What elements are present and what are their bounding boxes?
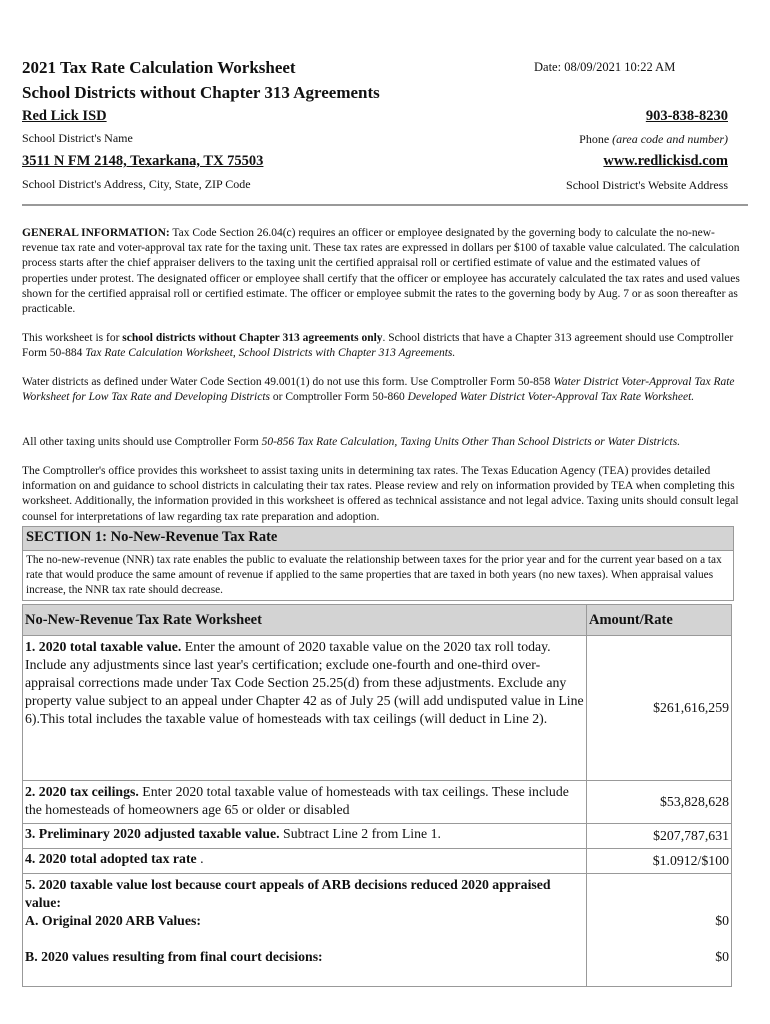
line4-amount: $1.0912/$100 (587, 849, 732, 874)
line5a-amount: $0 (715, 913, 729, 928)
section1-description: The no-new-revenue (NNR) tax rate enables the public to evaluate the relationship between taxes for the prior year and for the current year based on a tax rate that would produce the same amount of revenue if applied to the same properties that are taxed in both years (no new taxes). When appraisal values increase, the NNR tax rate should decrease. (26, 554, 722, 596)
general-information: GENERAL INFORMATION: Tax Code Section 26.04(c) requires an officer or employee designated by the governing body to calculate the no-new-revenue tax rate and voter-approval tax rate for the taxing unit. These tax rates are expressed in dollars per $100 of taxable value calculated. The calculation process starts after the chief appraiser delivers to the taxing unit the certified appraisal roll or certified estimate of value and the estimated values of properties under protest. The designated officer or employee shall certify that the officer or employee has accurately calculated the tax rates and used values shown for the certified appraisal roll or certified estimate. The officer or employee submit the rates to the governing body by Aug. 7 or as soon thereafter as practicable. (22, 227, 740, 316)
amount-column-header: Amount/Rate (587, 605, 732, 636)
date-stamp: Date: 08/09/2021 10:22 AM (534, 60, 676, 74)
line5-title: 5. 2020 taxable value lost because court appeals of ARB decisions reduced 2020 appraised value: (25, 877, 551, 910)
line5b-label: B. 2020 values resulting from final court decisions: (25, 949, 323, 964)
table-row: 3. Preliminary 2020 adjusted taxable value. Subtract Line 2 from Line 1. $207,787,631 (23, 824, 732, 849)
nnr-worksheet-table (22, 604, 732, 987)
district-phone: 903-838-8230 (645, 108, 728, 124)
header-divider (22, 204, 748, 206)
page-title: 2021 Tax Rate Calculation Worksheet (22, 58, 296, 77)
line5a-label: A. Original 2020 ARB Values: (25, 913, 201, 928)
district-name-label: School District's Name (22, 131, 133, 145)
section1-title: SECTION 1: No-New-Revenue Tax Rate (23, 527, 733, 551)
line1-amount: $261,616,259 (587, 636, 732, 781)
district-address: 3511 N FM 2148, Texarkana, TX 75503 (22, 153, 264, 169)
district-name: Red Lick ISD (22, 108, 107, 124)
page-subtitle: School Districts without Chapter 313 Agreements (22, 83, 380, 102)
line3-amount: $207,787,631 (587, 824, 732, 849)
website-label: School District's Website Address (566, 178, 728, 192)
table-header-row (23, 605, 732, 636)
worksheet-column-header: No-New-Revenue Tax Rate Worksheet (23, 605, 587, 636)
table-row (23, 874, 732, 987)
table-row: 1. 2020 total taxable value. Enter the amount of 2020 taxable value on the 2020 tax roll today. Include any adjustments since last year's certification; exclude one-fourth and one-third over-appraisal corrections made under Tax Code Section 25.25(d) from these adjustments. Exclude any property value subject to an appeal under Chapter 42 as of July 25 (will add undisputed value in Line 6).This total includes the taxable value of homesteads with tax ceilings (will deduct in Line 2). $261,616,259 (23, 636, 732, 781)
section1-box (22, 526, 734, 601)
line5b-amount: $0 (715, 949, 729, 964)
phone-label: Phone (area code and number) (579, 132, 728, 146)
line2-amount: $53,828,628 (587, 781, 732, 824)
table-row: 4. 2020 total adopted tax rate . $1.0912/$100 (23, 849, 732, 874)
comptroller-paragraph: The Comptroller's office provides this worksheet to assist taxing units in determining tax rates. The Texas Education Agency (TEA) provides detailed information on and guidance to school districts in calculating their tax rates. Please review and rely on information provided by TEA when completing this worksheet. Additionally, the information provided in this worksheet is offered as technical assistance and not legal advice. Taxing units should consult legal counsel for interpretations of law regarding tax rate preparation and adoption. (22, 465, 739, 523)
water-districts-paragraph: Water districts as defined under Water Code Section 49.001(1) do not use this form. Use Comptroller Form 50-858 Water District Voter-Approval Tax Rate Worksheet for Low Tax Rate and Developing Districts or Comptroller Form 50-860 Developed Water District Voter-Approval Tax Rate Worksheet. (22, 376, 735, 404)
district-website[interactable]: www.redlickisd.com (603, 153, 728, 169)
worksheet-scope-paragraph: This worksheet is for school districts without Chapter 313 agreements only. School districts that have a Chapter 313 agreement should use Comptroller Form 50-884 Tax Rate Calculation Worksheet, School Districts with Chapter 313 Agreements. (22, 332, 734, 360)
district-address-label: School District's Address, City, State, ZIP Code (22, 177, 251, 191)
table-row: 2. 2020 tax ceilings. Enter 2020 total taxable value of homesteads with tax ceilings. These include the homesteads of homeowners age 65 or older or disabled $53,828,628 (23, 781, 732, 824)
other-units-paragraph: All other taxing units should use Comptroller Form 50-856 Tax Rate Calculation, Taxing Units Other Than School Districts or Water Districts. (22, 436, 681, 448)
